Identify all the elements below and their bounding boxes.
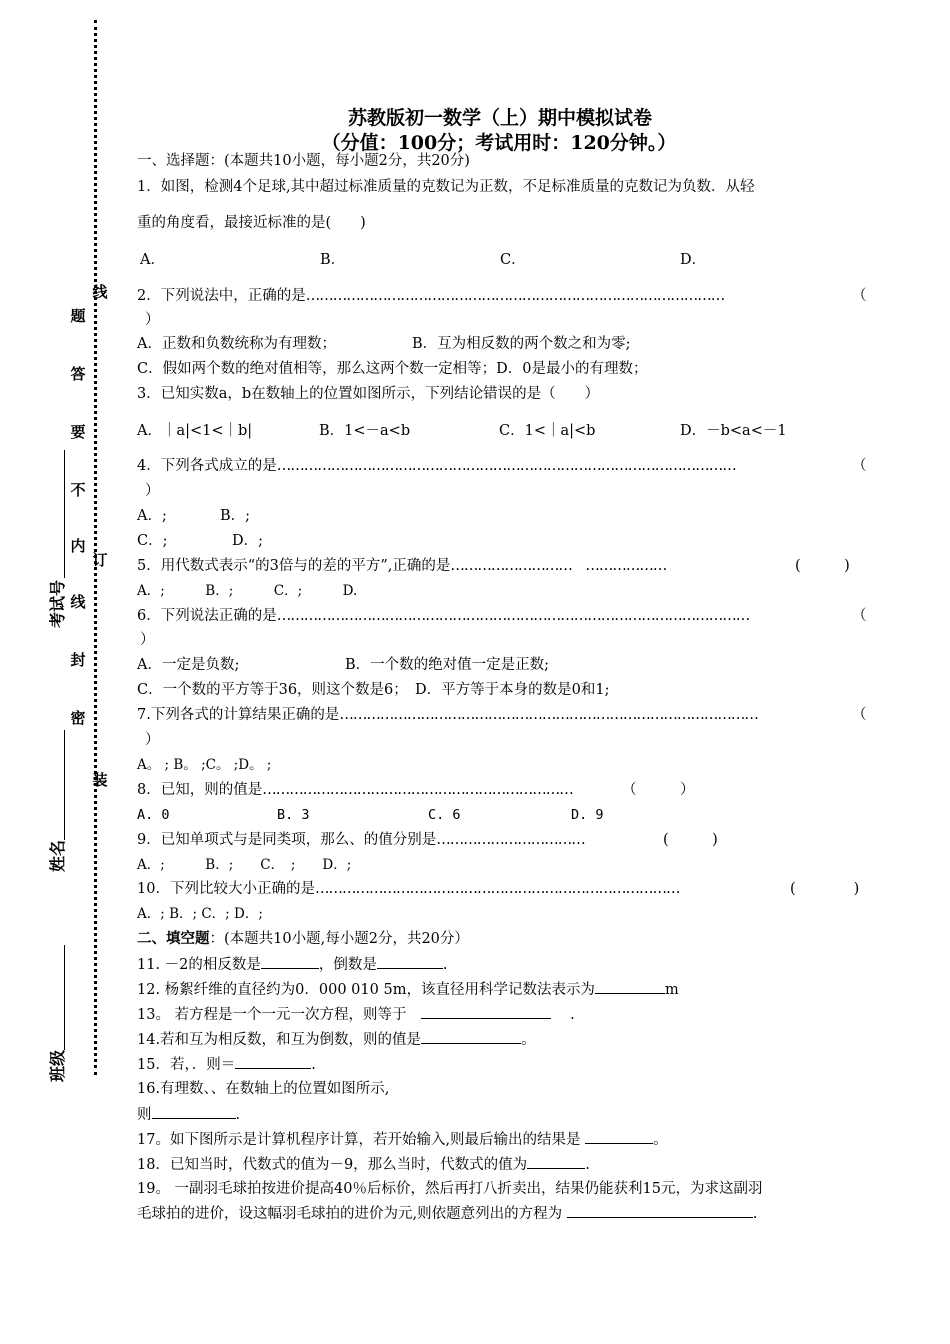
q8-option-a: A. 0 [137, 807, 170, 823]
q10-paren: ( ) [790, 881, 860, 897]
q7-stem: 7.下列各式的计算结果正确的是………………………………………………………………………………… [137, 707, 758, 723]
margin-char: 装 [92, 771, 108, 789]
q19-line-2: 毛球拍的进价，设这幅羽毛球拍的进价为元,则依题意列出的方程为 . [137, 1203, 757, 1224]
q11-blank-2[interactable] [377, 954, 443, 969]
q17-blank[interactable] [585, 1129, 653, 1144]
q6-stem: 6．下列说法正确的是…………………………………………………………………………………………… [137, 608, 750, 624]
q8-stem: 8．已知，则的值是…………………………………………………………… [137, 782, 573, 798]
q1-stem-2: 重的角度看，最接近标准的是( ) [137, 215, 366, 231]
q2-option-b: B．互为相反数的两个数之和为零; [412, 336, 631, 352]
q13: 13。 若方程是一个一元一次方程，则等于 . [137, 1004, 575, 1025]
margin-char: 密 [70, 709, 86, 727]
class-line [64, 945, 65, 1050]
q9-paren: ( ) [663, 832, 718, 848]
page-title: 苏教版初一数学（上）期中模拟试卷 [347, 107, 652, 129]
q3-option-a: A．｜a|<1<｜b| [137, 423, 253, 439]
margin-char: 要 [70, 423, 86, 441]
q4-option-c: C．; [137, 533, 168, 549]
q8-option-c: C. 6 [428, 807, 461, 823]
q9-options: A．; B．; C． ; D．; [137, 857, 352, 873]
q8-paren: （ ） [622, 782, 695, 798]
q3-option-b: B．1<－a<b [319, 423, 411, 439]
q4-option-d: D．; [232, 533, 264, 549]
margin-char: 内 [70, 537, 86, 555]
q6-option-cd: C．一个数的平方等于36，则这个数是6； D．平方等于本身的数是0和1; [137, 682, 610, 698]
exam-number-label: 考试号 [48, 579, 67, 628]
q11: 11. －2的相反数是 ，倒数是 . [137, 954, 448, 975]
margin-char: 不 [70, 481, 86, 499]
margin-char: 线 [92, 283, 108, 301]
q10-options: A．; B．; C．; D．; [137, 906, 263, 922]
q5-stem: 5．用代数式表示“的3倍与的差的平方”,正确的是……………………… ……………… [137, 558, 667, 574]
margin-char: 订 [92, 551, 108, 569]
q4-option-a: A．; [137, 508, 167, 524]
q9-stem: 9．已知单项式与是同类项，那么、的值分别是…………………………… [137, 832, 585, 848]
q7-paren-open: （ [852, 707, 867, 723]
q7-paren-close: ） [145, 732, 160, 748]
q4-paren-close: ） [145, 483, 160, 499]
q18: 18．已知当时，代数式的值为－9，那么当时，代数式的值为 . [137, 1154, 590, 1175]
name-label: 姓名 [48, 839, 67, 872]
q5-options: A．; B．; C．; D. [137, 583, 358, 599]
q3-stem: 3．已知实数a，b在数轴上的位置如图所示，下列结论错误的是（ ） [137, 386, 600, 402]
exam-number-line [64, 450, 65, 578]
q8-option-b: B. 3 [277, 807, 310, 823]
q6-paren-open: （ [852, 608, 867, 624]
q6-paren-close: ） [140, 632, 155, 648]
q1-option-a: A． [140, 252, 165, 268]
q19-blank[interactable] [567, 1203, 753, 1218]
q19-line-1: 19。 一副羽毛球拍按进价提高40％后标价，然后再打八折卖出，结果仍能获利15元，为求这副羽 [137, 1181, 763, 1197]
q1-option-d: D． [680, 252, 707, 268]
q7-options: A。 ; B。 ;C。 ;D。 ; [137, 757, 272, 773]
q2-option-a: A．正数和负数统称为有理数； [137, 336, 336, 352]
page-subtitle: （分值：100分；考试用时：120分钟。） [321, 132, 677, 154]
q2-option-cd: C．假如两个数的绝对值相等，那么这两个数一定相等；D．0是最小的有理数； [137, 361, 648, 377]
q12: 12. 杨絮纤维的直径约为0．000 010 5m，该直径用科学记数法表示为 m [137, 979, 679, 1000]
q3-option-c: C．1<｜a|<b [499, 423, 596, 439]
q16-blank[interactable] [152, 1104, 236, 1119]
margin-char: 线 [70, 593, 86, 611]
q13-blank[interactable] [421, 1004, 551, 1019]
q6-option-b: B．一个数的绝对值一定是正数; [345, 657, 550, 673]
q12-blank[interactable] [595, 979, 665, 994]
q4-option-b: B．; [220, 508, 251, 524]
q1-stem-1: 1．如图，检测4个足球,其中超过标准质量的克数记为正数，不足标准质量的克数记为负数．从轻 [137, 179, 755, 195]
q14: 14.若和互为相反数，和互为倒数，则的值是 。 [137, 1029, 536, 1050]
margin-char: 封 [70, 651, 86, 669]
q16-line-2: 则 . [137, 1104, 240, 1125]
margin-char: 题 [70, 307, 86, 325]
binding-dotted-line [94, 20, 97, 1075]
q8-option-d: D. 9 [571, 807, 604, 823]
q11-blank-1[interactable] [261, 954, 319, 969]
q2-paren-open: （ [852, 288, 867, 304]
q2-stem: 2．下列说法中，正确的是………………………………………………………………………………… [137, 288, 725, 304]
q5-paren: ( ) [795, 558, 850, 574]
q18-blank[interactable] [527, 1154, 585, 1169]
name-line [64, 730, 65, 840]
q4-paren-open: （ [852, 458, 867, 474]
q16-line-1: 16.有理数、、在数轴上的位置如图所示, [137, 1081, 390, 1097]
q15-blank[interactable] [235, 1054, 311, 1069]
q2-paren-close: ） [145, 312, 160, 328]
section1-header: 一、选择题：(本题共10小题，每小题2分，共20分) [137, 153, 470, 169]
q1-option-c: C． [500, 252, 526, 268]
section2-header: 二、填空题：(本题共10小题,每小题2分，共20分） [137, 930, 469, 947]
margin-char: 答 [70, 365, 86, 383]
q6-option-a: A．一定是负数; [137, 657, 240, 673]
q10-stem: 10．下列比较大小正确的是……………………………………………………………………… [137, 881, 680, 897]
q1-option-b: B． [320, 252, 346, 268]
q4-stem: 4．下列各式成立的是………………………………………………………………………………………… [137, 458, 736, 474]
q15: 15．若，．则＝ . [137, 1054, 316, 1075]
q17: 17。如下图所示是计算机程序计算，若开始输入,则最后输出的结果是 。 [137, 1129, 668, 1150]
class-label: 班级 [48, 1049, 67, 1082]
q14-blank[interactable] [421, 1029, 521, 1044]
q3-option-d: D．－b<a<－1 [680, 423, 787, 439]
